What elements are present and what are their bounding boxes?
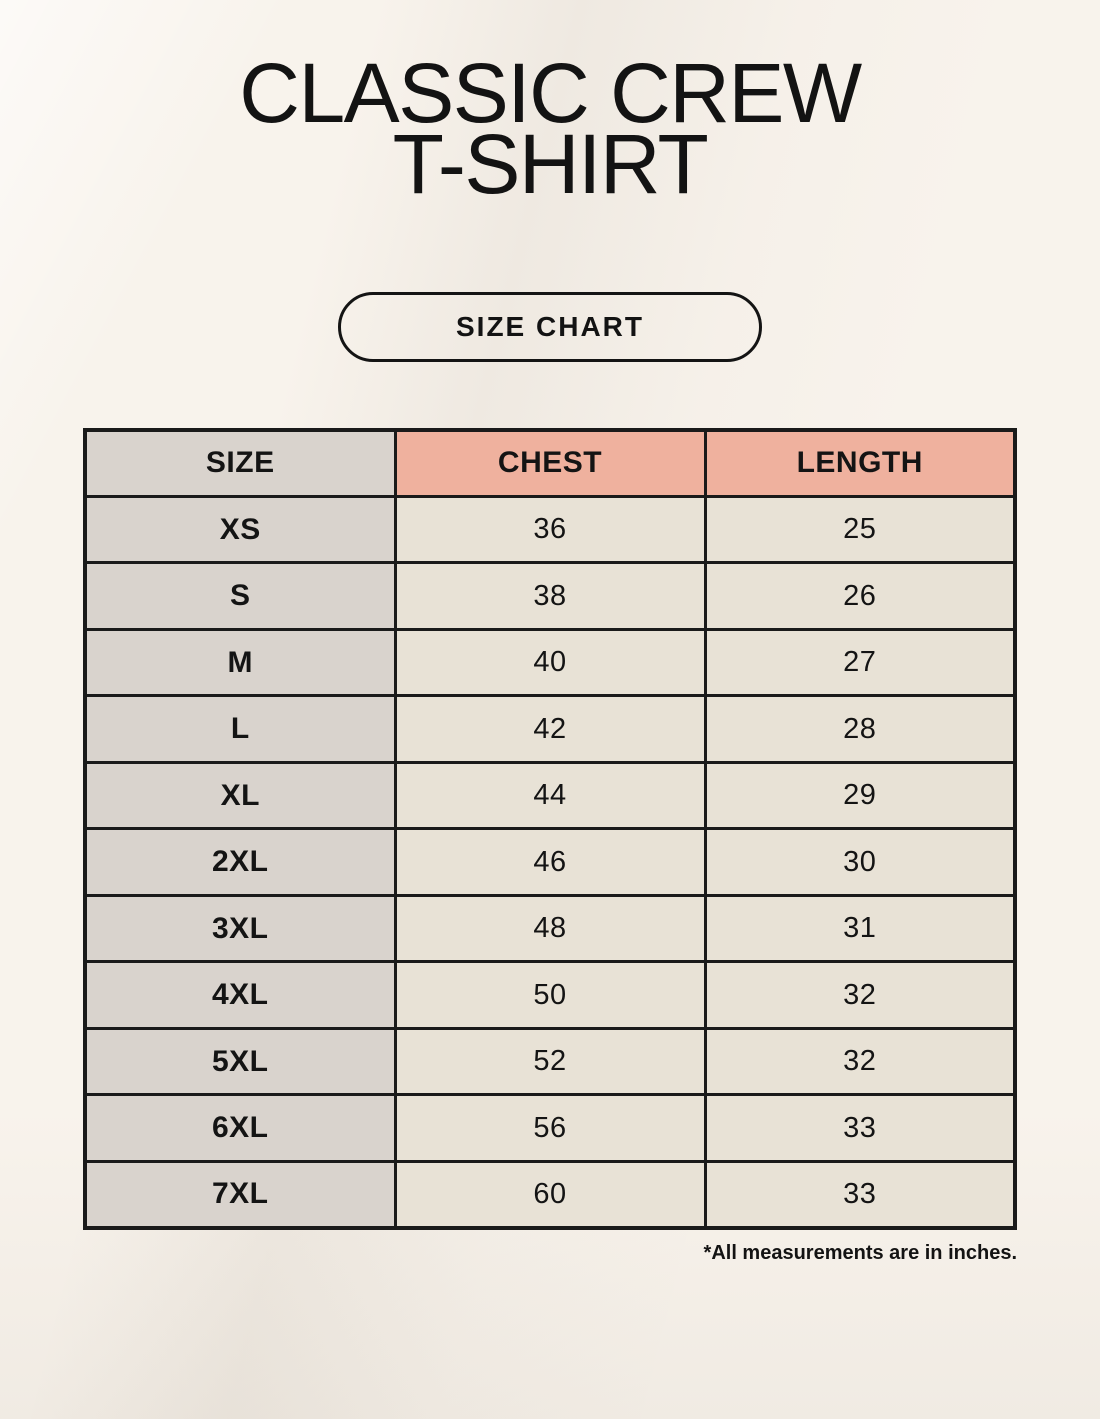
length-cell: 25 bbox=[705, 496, 1015, 563]
size-cell: 6XL bbox=[85, 1095, 395, 1162]
title-line-1: CLASSIC CREW bbox=[239, 46, 861, 140]
chest-cell: 56 bbox=[395, 1095, 705, 1162]
size-cell: 4XL bbox=[85, 962, 395, 1029]
length-cell: 29 bbox=[705, 762, 1015, 829]
chest-cell: 60 bbox=[395, 1161, 705, 1228]
table-row bbox=[85, 496, 1015, 563]
table-row bbox=[85, 1161, 1015, 1228]
size-chart-button[interactable] bbox=[338, 292, 762, 362]
col-header-length: LENGTH bbox=[705, 430, 1015, 497]
chest-cell: 40 bbox=[395, 629, 705, 696]
size-table bbox=[83, 428, 1017, 1230]
size-cell: 7XL bbox=[85, 1161, 395, 1228]
chest-cell: 52 bbox=[395, 1028, 705, 1095]
title-line-2: T-SHIRT bbox=[392, 116, 708, 211]
footnote: *All measurements are in inches. bbox=[703, 1241, 1017, 1264]
table-row bbox=[85, 629, 1015, 696]
length-cell: 32 bbox=[705, 1028, 1015, 1095]
length-cell: 31 bbox=[705, 895, 1015, 962]
chest-cell: 50 bbox=[395, 962, 705, 1029]
size-cell: 2XL bbox=[85, 829, 395, 896]
table-row bbox=[85, 762, 1015, 829]
col-header-chest: CHEST bbox=[395, 430, 705, 497]
chest-cell: 38 bbox=[395, 563, 705, 630]
length-cell: 32 bbox=[705, 962, 1015, 1029]
size-table-container bbox=[83, 428, 1017, 1230]
length-cell: 30 bbox=[705, 829, 1015, 896]
length-cell: 26 bbox=[705, 563, 1015, 630]
length-cell: 27 bbox=[705, 629, 1015, 696]
page-title bbox=[239, 46, 861, 211]
chest-cell: 44 bbox=[395, 762, 705, 829]
table-row bbox=[85, 829, 1015, 896]
table-row bbox=[85, 563, 1015, 630]
table-row bbox=[85, 895, 1015, 962]
size-cell: XS bbox=[85, 496, 395, 563]
size-cell: 5XL bbox=[85, 1028, 395, 1095]
size-cell: S bbox=[85, 563, 395, 630]
size-table-body bbox=[85, 496, 1015, 1228]
size-cell: XL bbox=[85, 762, 395, 829]
size-cell: M bbox=[85, 629, 395, 696]
size-cell: L bbox=[85, 696, 395, 763]
length-cell: 28 bbox=[705, 696, 1015, 763]
length-cell: 33 bbox=[705, 1095, 1015, 1162]
size-chart-button-label: SIZE CHART bbox=[456, 310, 644, 342]
table-row bbox=[85, 696, 1015, 763]
size-cell: 3XL bbox=[85, 895, 395, 962]
length-cell: 33 bbox=[705, 1161, 1015, 1228]
chest-cell: 46 bbox=[395, 829, 705, 896]
chest-cell: 48 bbox=[395, 895, 705, 962]
col-header-size: SIZE bbox=[85, 430, 395, 497]
table-row bbox=[85, 962, 1015, 1029]
table-header-row bbox=[85, 430, 1015, 497]
chest-cell: 36 bbox=[395, 496, 705, 563]
table-row bbox=[85, 1095, 1015, 1162]
table-row bbox=[85, 1028, 1015, 1095]
chest-cell: 42 bbox=[395, 696, 705, 763]
